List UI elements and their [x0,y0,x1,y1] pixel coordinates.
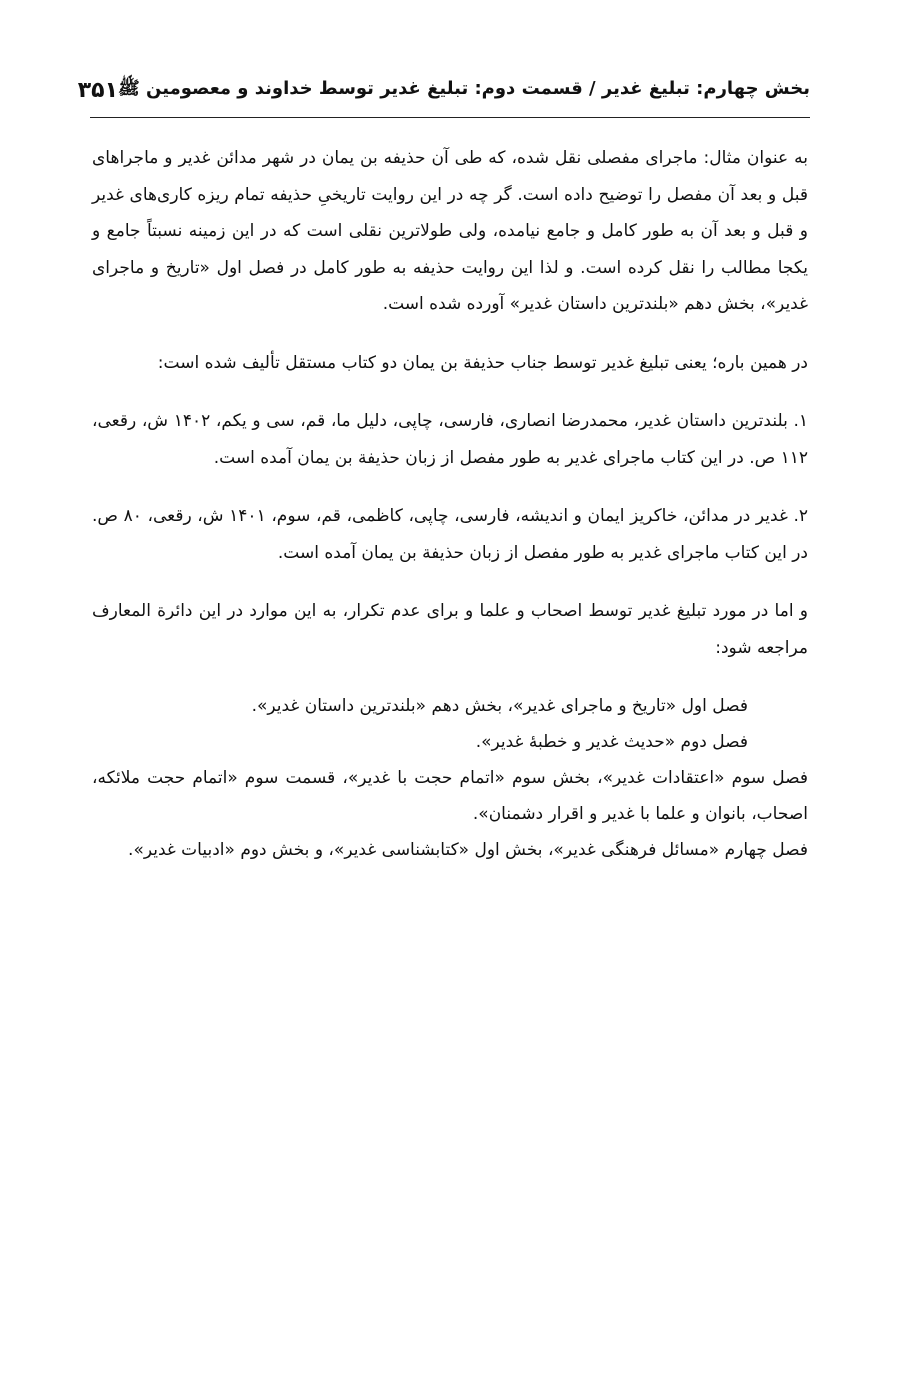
reference-item: فصل چهارم «مسائل فرهنگی غدیر»، بخش اول «کتابشناسی غدیر»، و بخش دوم «ادبیات غدیر». [128,840,808,860]
page-number: ۳۵۱ [77,77,119,103]
reference-item: فصل دوم «حدیث غدیر و خطبهٔ غدیر». [475,732,748,752]
page-body [92,140,808,868]
reference-item: فصل سوم «اعتقادات غدیر»، بخش سوم «اتمام حجت با غدیر»، قسمت سوم «اتمام حجت ملائکه، اصحاب، بانوان و علما با غدیر و اقرار دشمنان». [92,768,808,824]
paragraph-book-1: ۱. بلندترین داستان غدیر، محمدرضا انصاری، فارسی، چاپی، دلیل ما، قم، سی و یکم، ۱۴۰۲ ش، رقعی، ۱۱۲ ص. در این کتاب ماجرای غدیر به طور مفصل از زبان حذیفة بن یمان آمده است. [92,411,808,468]
paragraph-book-2: ۲. غدیر در مدائن، خاکریز ایمان و اندیشه، فارسی، چاپی، کاظمی، قم، سوم، ۱۴۰۱ ش، رقعی، ۸۰ ص. در این کتاب ماجرای غدیر به طور مفصل از زبان حذیفة بن یمان آمده است. [92,506,808,563]
paragraph-example: به عنوان مثال: ماجرای مفصلی نقل شده، که طی آن حذیفه بن یمان در شهر مدائن غدیر و ماجراهای قبل و بعد آن مفصل را توضیح داده است. گر چه در این روایت تاریخیِ حذیفه تمام ریزه کاری‌های غدیر و قبل و بعد آن به طور کامل و جامع نیامده، ولی طولاترین نقلی است که در این زمینه نسبتاً جامع و یکجا مطالب را نقل کرده است. و لذا این روایت حذیفه به طور کامل در فصل اول «تاریخ و ماجرای غدیر»، بخش دهم «بلندترین داستان غدیر» آورده شده است. [92,148,808,314]
header-divider [90,117,810,118]
paragraph-refer: و اما در مورد تبلیغ غدیر توسط اصحاب و علما و برای عدم تکرار، به این موارد در این دائرة المعارف مراجعه شود: [92,601,808,658]
reference-list [92,688,808,868]
paragraph-books-intro: در همین باره؛ یعنی تبلیغ غدیر توسط جناب حذیفة بن یمان دو کتاب مستقل تألیف شده است: [157,352,808,373]
running-header-title: بخش چهارم: تبلیغ غدیر / قسمت دوم: تبلیغ غدیر توسط خداوند و معصومین ﷺ [118,78,810,99]
running-header [77,70,810,110]
reference-item: فصل اول «تاریخ و ماجرای غدیر»، بخش دهم «بلندترین داستان غدیر». [251,696,748,716]
